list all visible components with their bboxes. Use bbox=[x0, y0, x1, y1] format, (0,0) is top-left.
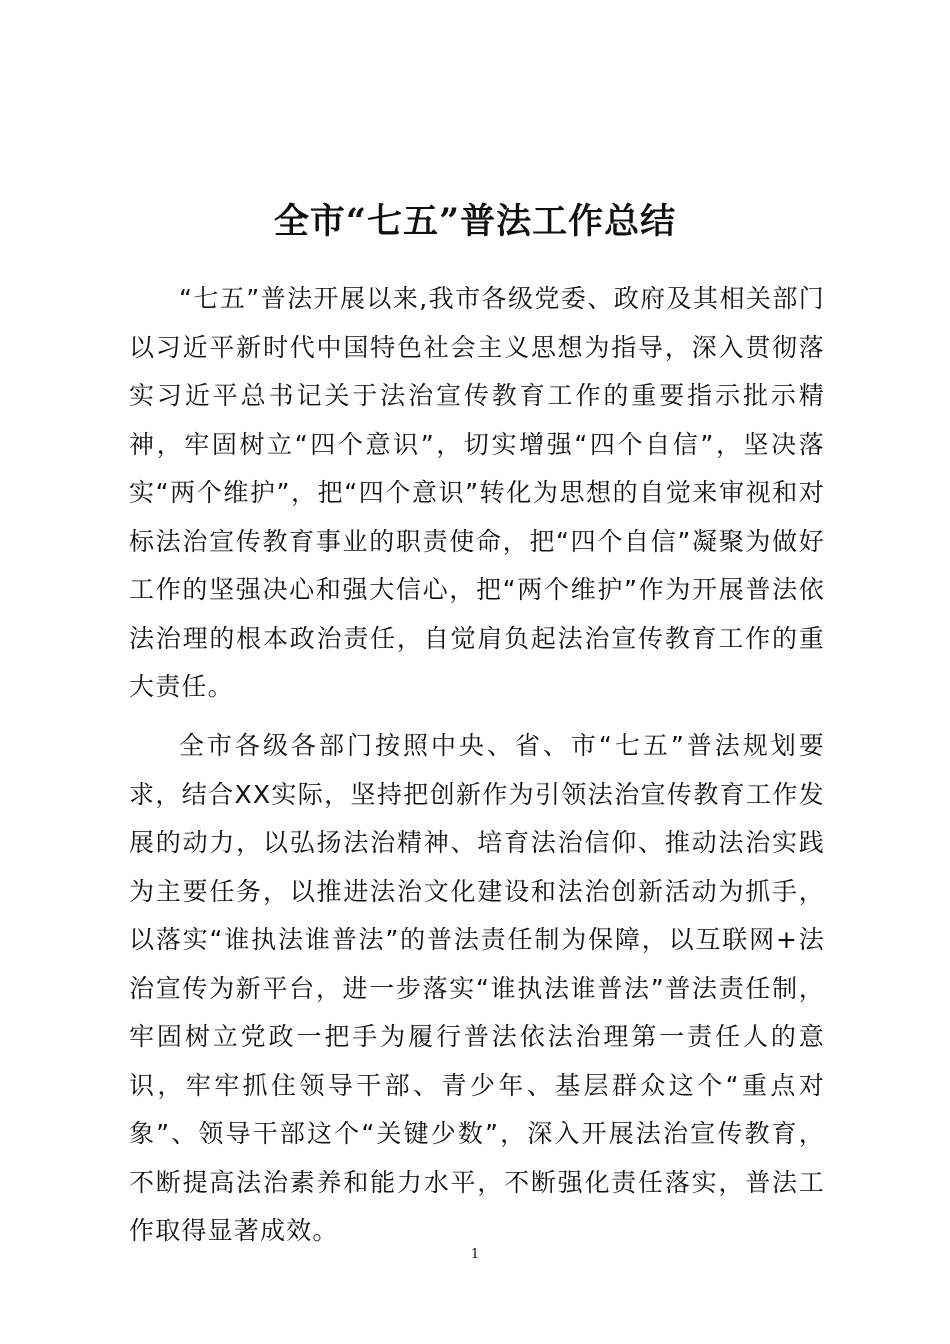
document-title: 全市“七五”普法工作总结 bbox=[273, 201, 677, 242]
paragraph-1: “七五”普法开展以来,我市各级党委、政府及其相关部门以习近平新时代中国特色社会主义思想为指导，深入贯彻落实习近平总书记关于法治宣传教育工作的重要指示批示精神，牢固树立“四个意识”，切实增强“四个自信”，坚决落实“两个维护”，把“四个意识”转化为思想的自觉来审视和对标法治宣传教育事业的职责使命，把“四个自信”凝聚为做好工作的坚强决心和强大信心，把“两个维护”作为开展普法依法治理的根本政治责任，自觉肩负起法治宣传教育工作的重大责任。 bbox=[129, 284, 825, 701]
page-number: 1 bbox=[470, 1247, 480, 1262]
paragraph-2: 全市各级各部门按照中央、省、市“七五”普法规划要求，结合XX实际，坚持把创新作为引领法治宣传教育工作发展的动力，以弘扬法治精神、培育法治信仰、推动法治实践为主要任务，以推进法治文化建设和法治创新活动为抓手，以落实“谁执法谁普法”的普法责任制为保障，以互联网+法治宣传为新平台，进一步落实“谁执法谁普法”普法责任制，牢固树立党政一把手为履行普法依法治理第一责任人的意识，牢牢抓住领导干部、青少年、基层群众这个“重点对象”、领导干部这个“关键少数”，深入开展法治宣传教育，不断提高法治素养和能力水平，不断强化责任落实，普法工作取得显著成效。 bbox=[129, 731, 825, 1245]
